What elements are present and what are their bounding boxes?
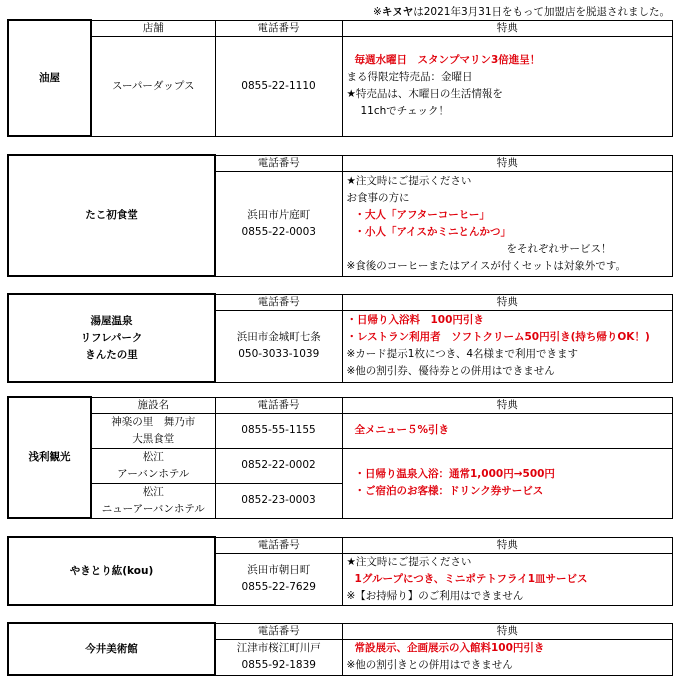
yakitori-phone: 0855-22-7629 [241, 581, 316, 593]
header-store: 店舗 [91, 20, 215, 36]
imai-perk-1: 常設展示、企画展示の入館料100円引き [354, 642, 545, 654]
yakitori-contact [215, 553, 342, 605]
asari-phone-1: 0855-55-1155 [215, 413, 342, 448]
asari-facility-2-line-1: 松江 [142, 450, 164, 463]
asari-perk-1 [342, 413, 673, 448]
aburaya-name: 油屋 [8, 20, 91, 136]
aburaya-perk-1: 毎週水曜日 スタンプマリン3倍進呈！ [354, 54, 541, 66]
yuya-address: 浜田市金城町七条 [236, 331, 321, 343]
tako-phone: 0855-22-0003 [241, 225, 316, 238]
yakitori-perk-2: 1グループにつき、ミニポテトフライ1皿サービス [354, 572, 588, 585]
yuya-name-line-1: 湯屋温泉 [90, 314, 133, 327]
tako-perk-1: ★注文時にご提示ください [346, 174, 472, 187]
imai-address: 江津市桜江町川戸 [236, 642, 321, 654]
withdrawal-note: ※キヌヤは2021年3月31日をもって加盟店を脱退されました。 [373, 6, 670, 18]
tako-perk-4: ・小人「アイスかミニとんかつ」 [354, 225, 511, 238]
asari-phone-2: 0852-22-0002 [215, 448, 342, 483]
asari-facility-1 [91, 413, 215, 448]
yuya-phone: 050-3033-1039 [238, 348, 320, 360]
asari-facility-2 [91, 448, 215, 483]
imai-perk-2: ※他の割引きとの併用はできません [346, 659, 513, 671]
header-perk: 特典 [342, 155, 673, 171]
yuya-perk-4: ※他の割引券、優待券との併用はできません [346, 365, 555, 377]
tako-perk-2: お食事の方に [346, 191, 410, 204]
asari-facility-3-line-1: 松江 [142, 485, 164, 498]
tako-table [7, 154, 673, 277]
tako-perk-6: ※食後のコーヒーまたはアイスが付くセットは対象外です。 [346, 259, 626, 272]
header-facility: 施設名 [91, 397, 215, 413]
tako-perk-5: をそれぞれサービス！ [506, 242, 612, 255]
aburaya-store: スーパーダップス [91, 36, 215, 136]
yakitori-name: やきとり紘(kou) [8, 537, 215, 605]
tako-perks [342, 171, 673, 276]
aburaya-perks [342, 36, 673, 136]
yuya-name [8, 294, 215, 382]
yakitori-table [7, 536, 673, 606]
yuya-name-line-3: きんたの里 [85, 348, 138, 361]
aburaya-table [7, 19, 673, 137]
header-phone: 電話番号 [215, 537, 342, 553]
asari-phone-3: 0852-23-0003 [215, 483, 342, 518]
tako-name: たこ初食堂 [8, 155, 215, 276]
imai-table [7, 622, 673, 676]
yuya-perk-1: ・日帰り入浴料 100円引き [346, 314, 484, 326]
asari-perk-2-line-2: ・ご宿泊のお客様：ドリンク券サービス [354, 485, 544, 497]
tako-perk-3: ・大人「アフターコーヒー」 [354, 208, 490, 221]
yuya-perks [342, 310, 673, 382]
header-perk: 特典 [342, 537, 673, 553]
header-perk: 特典 [342, 20, 673, 36]
yakitori-perk-1: ★注文時にご提示ください [346, 555, 472, 568]
yakitori-perk-3: ※【お持帰り】のご利用はできません [346, 589, 524, 602]
asari-perk-2 [342, 448, 673, 518]
asari-facility-2-line-2: アーバンホテル [117, 467, 190, 480]
aburaya-perk-4: 11chでチェック！ [360, 105, 449, 117]
imai-contact [215, 639, 342, 675]
header-phone: 電話番号 [215, 294, 342, 310]
asari-name: 浅利観光 [8, 397, 91, 518]
tako-address: 浜田市片庭町 [247, 208, 311, 221]
header-perk: 特典 [342, 623, 673, 639]
asari-facility-1-line-2: 大黒食堂 [132, 432, 175, 445]
yakitori-address: 浜田市朝日町 [247, 564, 311, 576]
header-phone: 電話番号 [215, 397, 342, 413]
aburaya-phone: 0855-22-1110 [215, 36, 342, 136]
header-perk: 特典 [342, 294, 673, 310]
asari-facility-3 [91, 483, 215, 518]
imai-perks [342, 639, 673, 675]
asari-perk-2-line-1: ・日帰り温泉入浴：通常1,000円→500円 [354, 468, 555, 480]
aburaya-perk-3: ★特売品は、木曜日の生活情報を [346, 88, 503, 100]
withdrawn-store-name: キヌヤ [381, 6, 414, 18]
yuya-perk-3: ※カード提示1枚につき、4名様まで利用できます [346, 348, 579, 360]
header-phone: 電話番号 [215, 155, 342, 171]
yuya-contact [215, 310, 342, 382]
asari-facility-3-line-2: ニューアーバンホテル [101, 502, 205, 515]
yuya-name-line-2: リフレパーク [80, 331, 143, 344]
imai-name: 今井美術館 [8, 623, 215, 675]
tako-contact [215, 171, 342, 276]
yuya-table [7, 293, 673, 383]
header-phone: 電話番号 [215, 623, 342, 639]
yuya-perk-2: ・レストラン利用者 ソフトクリーム50円引き(持ち帰りOK！) [346, 331, 650, 343]
asari-perk-1-text: 全メニュー５%引き [354, 424, 450, 436]
imai-phone: 0855-92-1839 [241, 659, 316, 671]
header-perk: 特典 [342, 397, 673, 413]
asari-table [7, 396, 673, 519]
header-phone: 電話番号 [215, 20, 342, 36]
aburaya-perk-2: まる得限定特売品：金曜日 [346, 71, 473, 83]
asari-facility-1-line-1: 神楽の里 舞乃市 [111, 415, 196, 428]
yakitori-perks [342, 553, 673, 605]
